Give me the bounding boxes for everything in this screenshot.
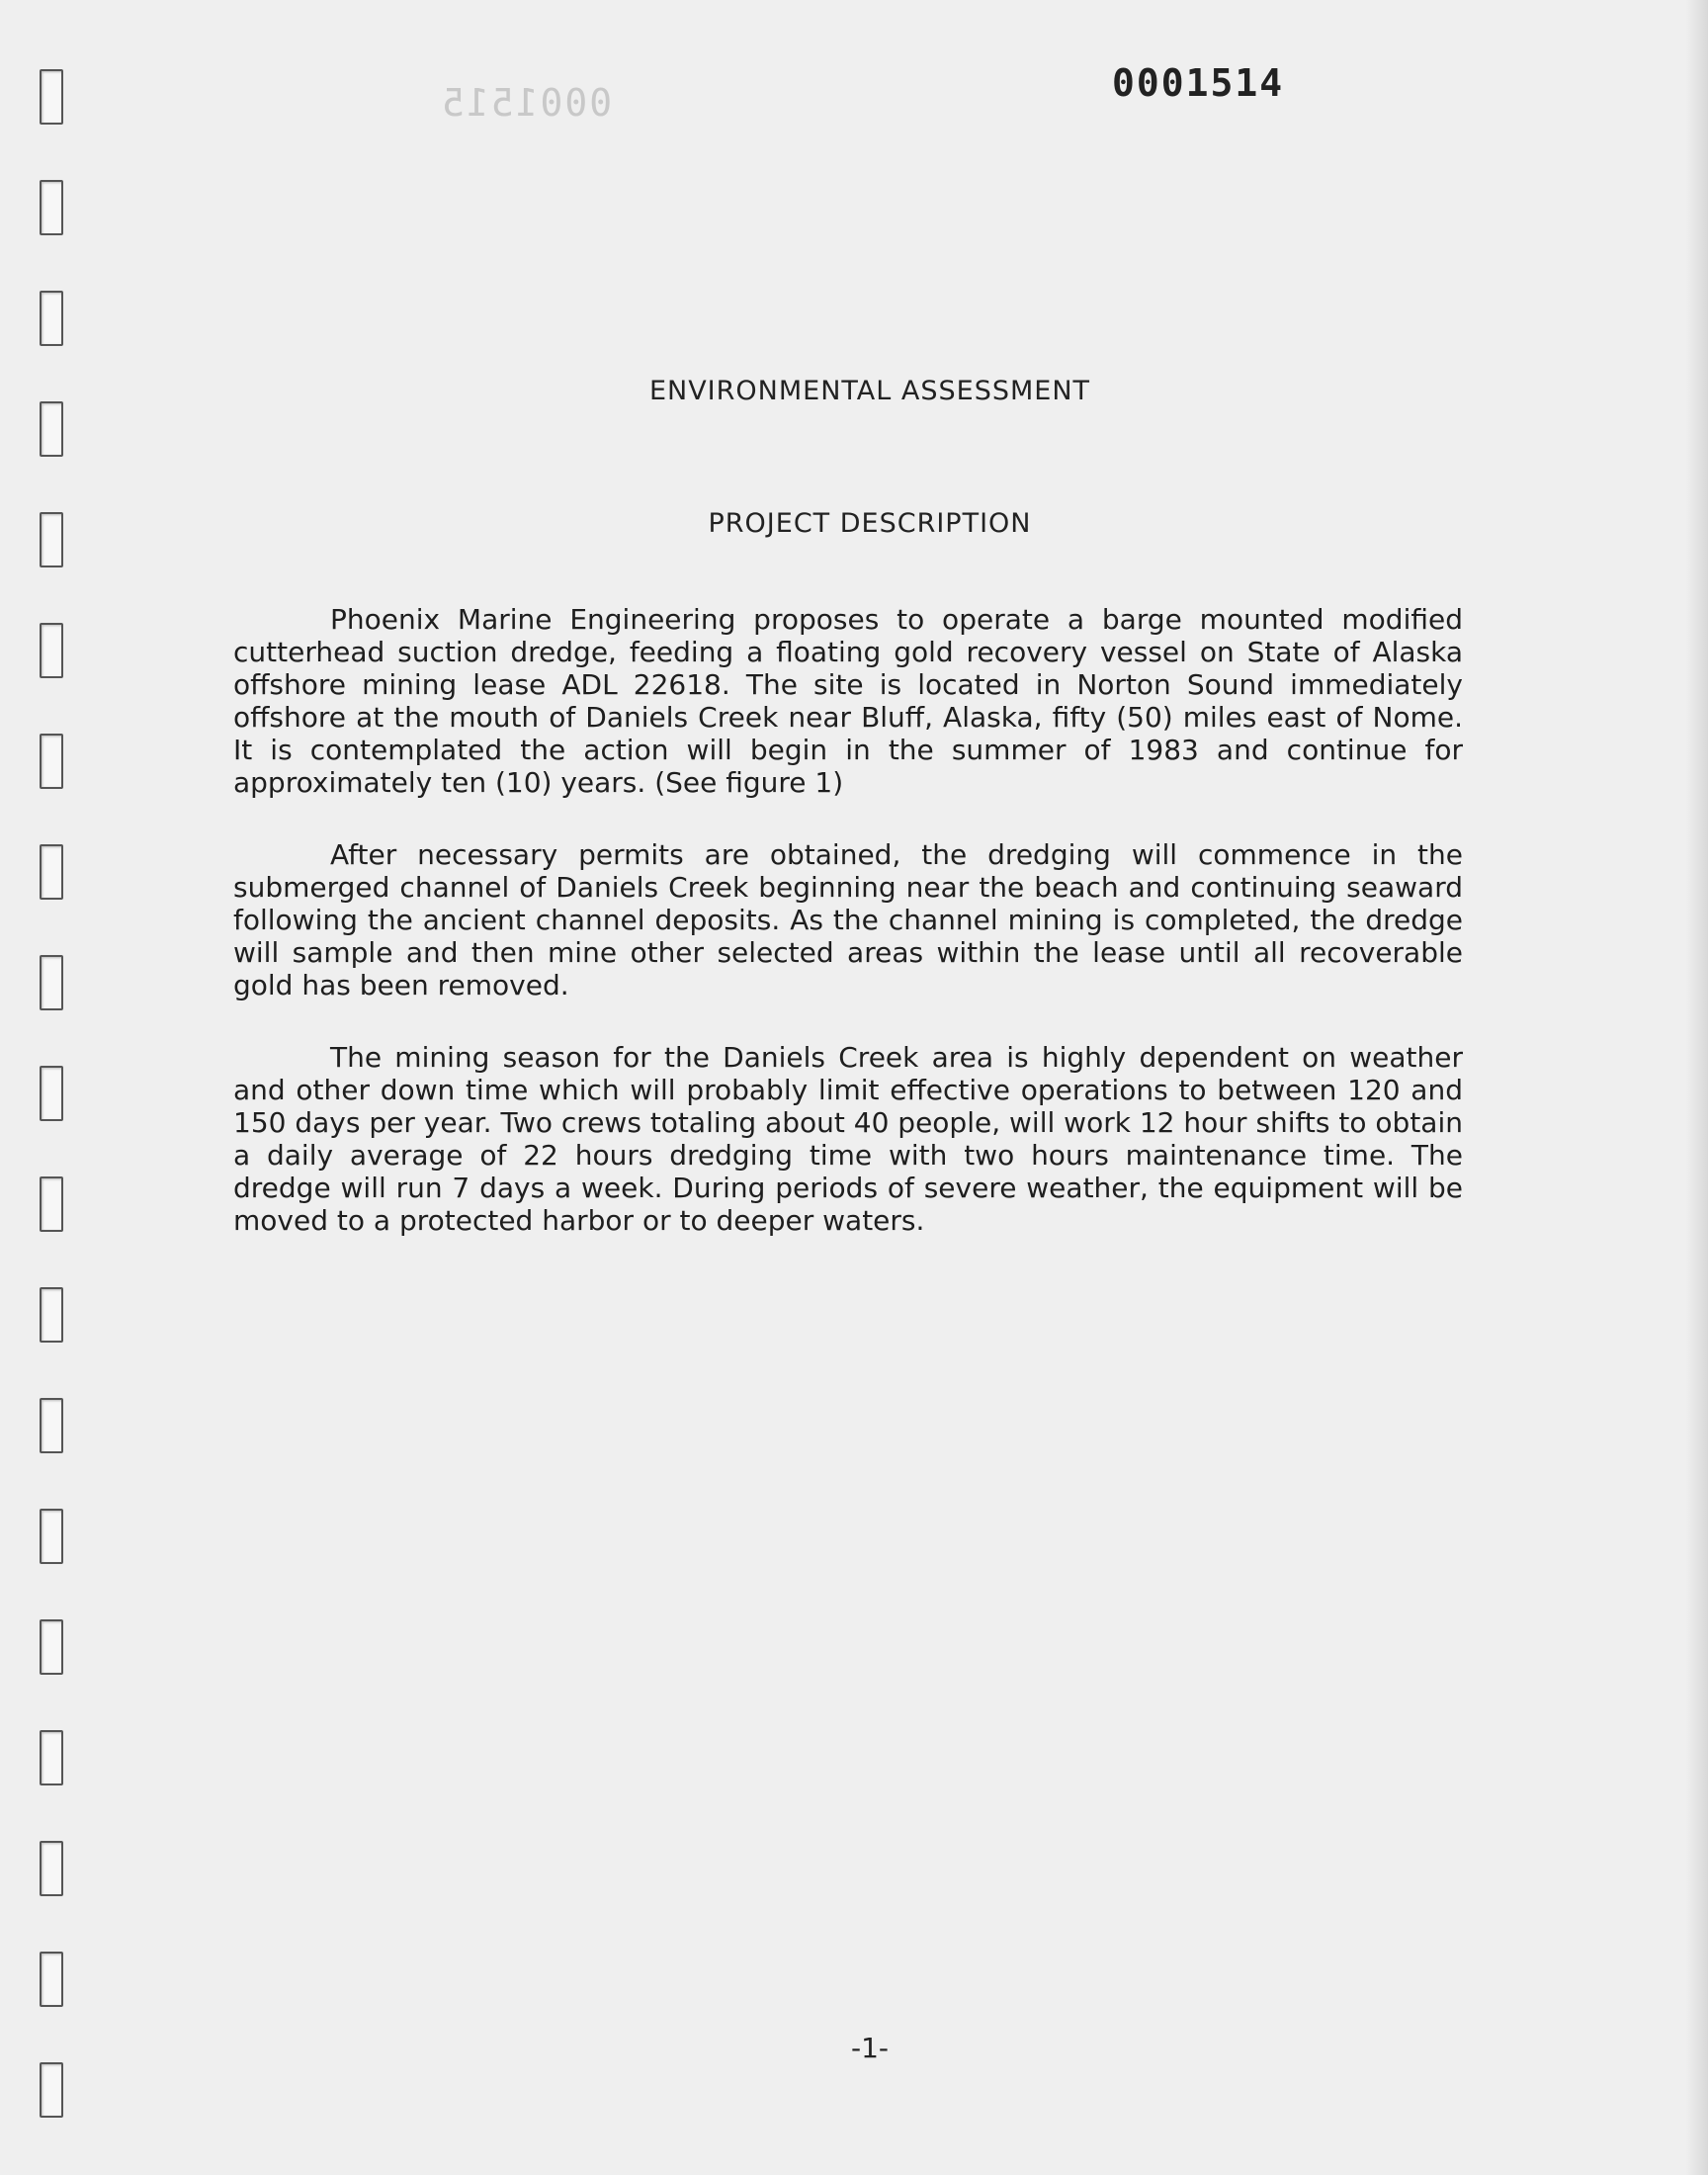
binder-hole xyxy=(40,844,63,900)
document-title: ENVIRONMENTAL ASSESSMENT xyxy=(648,376,1091,406)
paragraph: After necessary permits are obtained, the dredging will commence in the submerged channel of Daniels Creek beginning near the beach and continuing seaward following the ancient channel deposits. As the channel mining is completed, the dredge will sample and then mine other selected areas within the lease until all recoverable gold has been removed. xyxy=(233,838,1463,1001)
binder-hole xyxy=(40,1841,63,1896)
page-number: -1- xyxy=(850,2032,890,2064)
binder-hole xyxy=(40,1176,63,1232)
binder-hole xyxy=(40,1619,63,1675)
binder-hole xyxy=(40,955,63,1010)
binder-hole xyxy=(40,734,63,789)
binder-hole xyxy=(40,1398,63,1453)
binder-hole xyxy=(40,1509,63,1564)
binder-hole xyxy=(40,180,63,235)
paragraph: Phoenix Marine Engineering proposes to operate a barge mounted modified cutterhead suction dredge, feeding a floating gold recovery vessel on State of Alaska offshore mining lease ADL 22618. The site is located in Norton Sound immediately offshore at the mouth of Daniels Creek near Bluff, Alaska, fifty (50) miles east of Nome. It is contemplated the action will begin in the summer of 1983 and continue for approximately ten (10) years. (See figure 1) xyxy=(233,603,1463,799)
binder-hole xyxy=(40,1287,63,1343)
binder-hole xyxy=(40,1952,63,2007)
binder-hole xyxy=(40,1066,63,1121)
section-heading: PROJECT DESCRIPTION xyxy=(708,508,1032,539)
paragraph: The mining season for the Daniels Creek area is highly dependent on weather and other down time which will probably limit effective operations to between 120 and 150 days per year. Two crews totaling about 40 people, will work 12 hour shifts to obtain a daily average of 22 hours dredging time with two hours maintenance time. The dredge will run 7 days a week. During periods of severe weather, the equipment will be moved to a protected harbor or to deeper waters. xyxy=(233,1041,1463,1237)
binder-hole xyxy=(40,623,63,678)
bleed-through-stamp: 0001515 xyxy=(440,81,613,125)
binder-hole xyxy=(40,401,63,457)
binder-hole xyxy=(40,69,63,125)
binder-hole xyxy=(40,291,63,346)
document-stamp-number: 0001514 xyxy=(1112,61,1285,105)
page-edge-shadow xyxy=(1686,0,1708,2175)
binder-hole xyxy=(40,2062,63,2118)
binder-hole xyxy=(40,1730,63,1785)
body-text xyxy=(233,603,1463,1276)
